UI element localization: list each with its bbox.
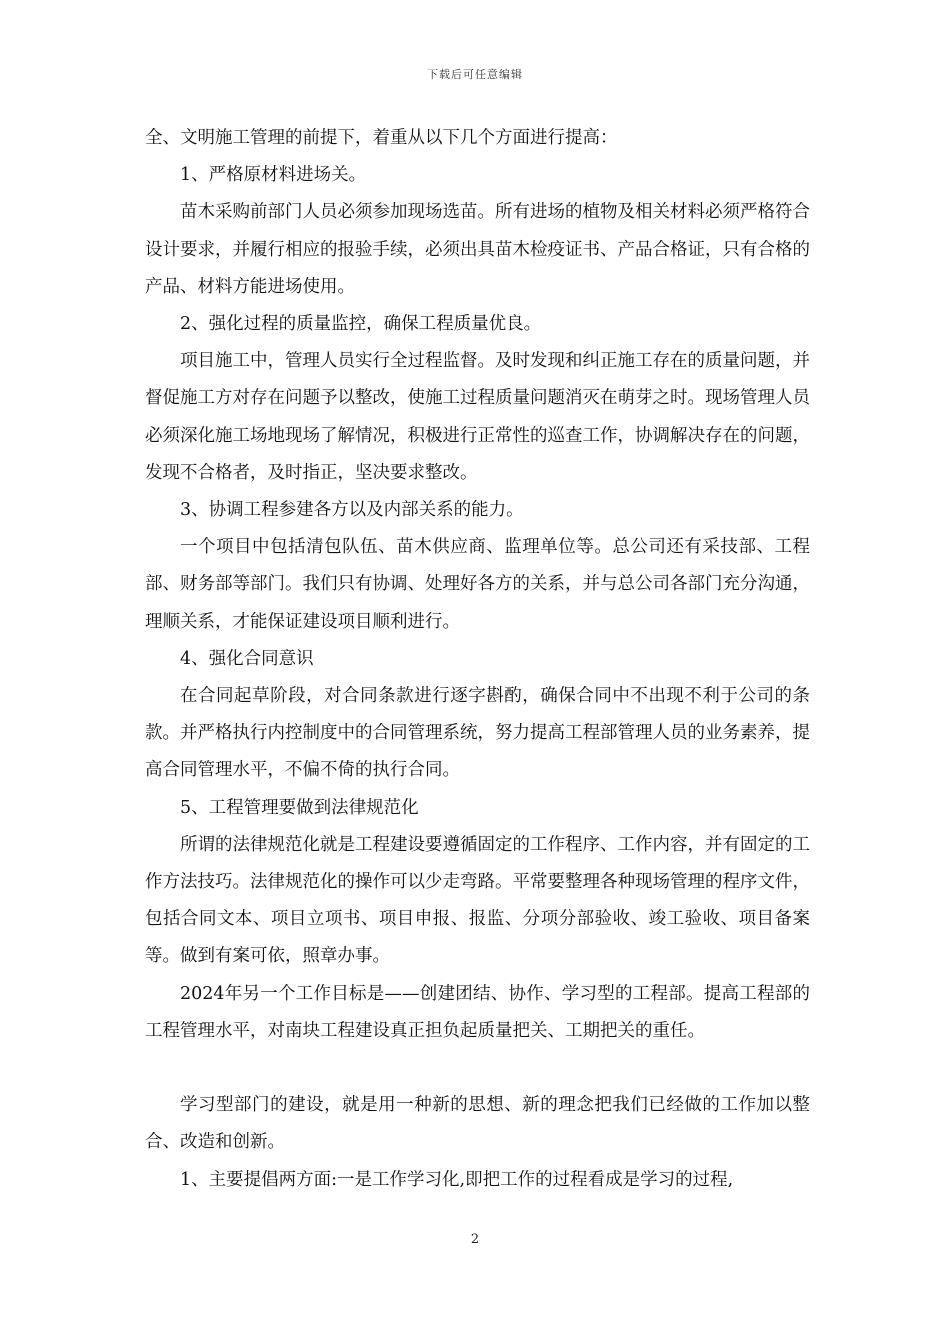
list-heading: 5、工程管理要做到法律规范化 xyxy=(180,797,419,818)
paragraph: 所谓的法律规范化就是工程建设要遵循固定的工作程序、工作内容，并有固定的工作方法技巧。法律规范化的操作可以少走弯路。平常要整理各种现场管理的程序文件，包括合同文本、项目立项书、项目申报、报监、分项分部验收、竣工验收、项目备案等。做到有案可依，照章办事。 xyxy=(145,834,810,967)
paragraph: 一个项目中包括清包队伍、苗木供应商、监理单位等。总公司还有采技部、工程部、财务部等部门。我们只有协调、处理好各方的关系，并与总公司各部门充分沟通，理顺关系，才能保证建设项目顺利进行。 xyxy=(145,537,810,632)
paragraph: 学习型部门的建设，就是用一种新的思想、新的理念把我们已经做的工作加以整合、改造和创新。 xyxy=(145,1095,810,1153)
page-header: 下载后可任意编辑 xyxy=(427,68,523,81)
blank-line xyxy=(145,1050,810,1087)
list-heading: 1、主要提倡两方面:一是工作学习化,即把工作的过程看成是学习的过程, xyxy=(180,1169,734,1190)
paragraph: 苗木采购前部门人员必须参加现场选苗。所有进场的植物及相关材料必须严格符合设计要求，并履行相应的报验手续，必须出具苗木检疫证书、产品合格证，只有合格的产品、材料方能进场使用。 xyxy=(145,202,810,297)
list-heading: 2、强化过程的质量监控，确保工程质量优良。 xyxy=(180,314,542,335)
list-heading: 3、协调工程参建各方以及内部关系的能力。 xyxy=(180,500,524,521)
paragraph: 项目施工中，管理人员实行全过程监督。及时发现和纠正施工存在的质量问题，并督促施工方对存在问题予以整改，使施工过程质量问题消灭在萌芽之时。现场管理人员必须深化施工场地现场了解情况，积极进行正常性的巡查工作，协调解决存在的问题，发现不合格者，及时指正，坚决要求整改。 xyxy=(145,351,810,483)
paragraph: 2024年另一个工作目标是——创建团结、协作、学习型的工程部。提高工程部的工程管理水平，对南块工程建设真正担负起质量把关、工期把关的重任。 xyxy=(145,983,810,1041)
paragraph: 全、文明施工管理的前提下，着重从以下几个方面进行提高： xyxy=(145,128,618,148)
list-heading: 4、强化合同意识 xyxy=(180,648,314,669)
document-body xyxy=(145,120,810,1199)
page-number: 2 xyxy=(470,1232,480,1247)
paragraph: 在合同起草阶段，对合同条款进行逐字斟酌，确保合同中不出现不利于公司的条款。并严格执行内控制度中的合同管理系统，努力提高工程部管理人员的业务素养，提高合同管理水平，不偏不倚的执行合同。 xyxy=(145,686,810,781)
list-heading: 1、严格原材料进场关。 xyxy=(180,165,367,186)
